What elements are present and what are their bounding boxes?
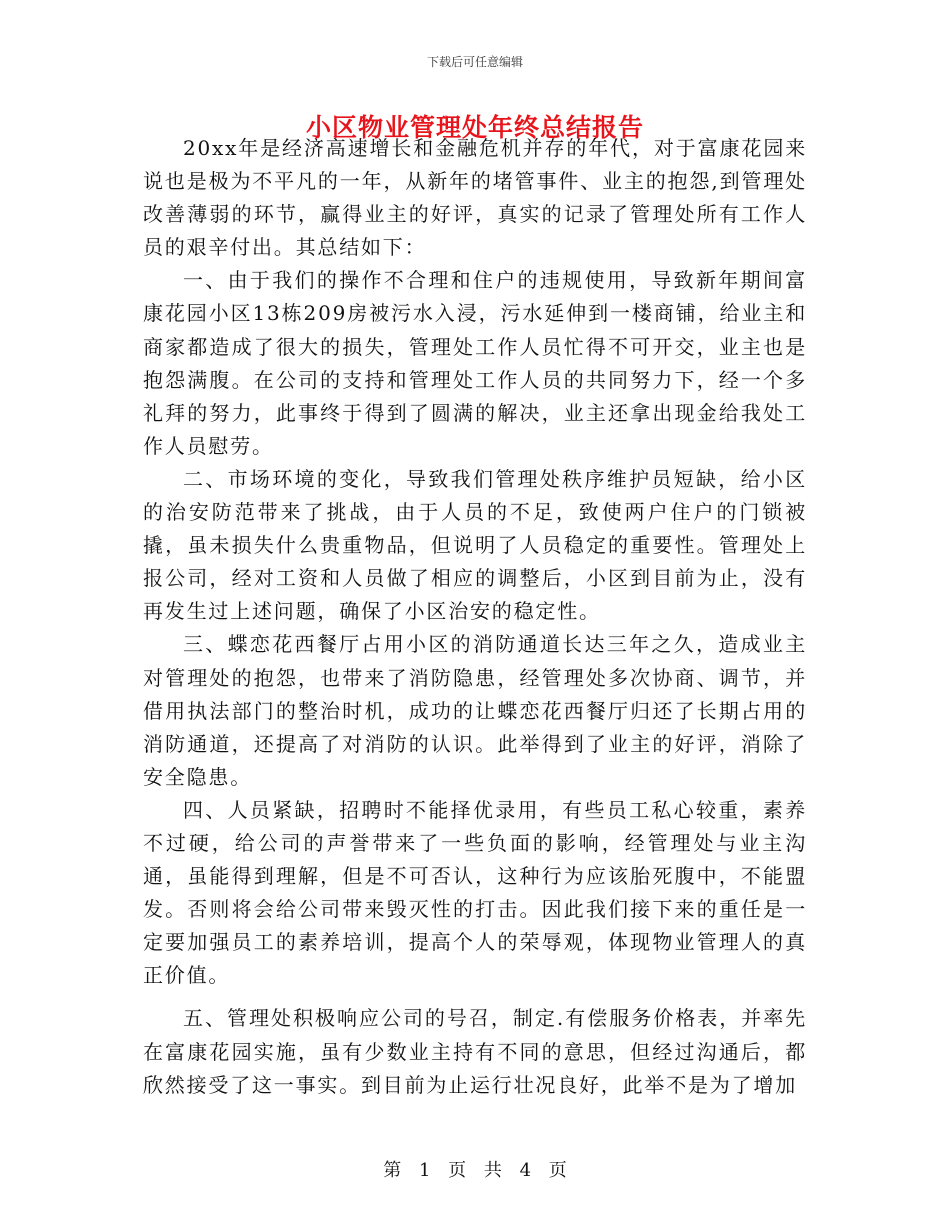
page-label-prefix: 第 [383, 1160, 402, 1181]
page-label-mid-2: 共 [483, 1160, 502, 1181]
paragraph-item-2: 二、市场环境的变化，导致我们管理处秩序维护员短缺，给小区的治安防范带来了挑战，由于人员的不足，致使两户住户的门锁被撬，虽未损失什么贵重物品，但说明了人员稳定的重要性。管理处上报公司，经对工资和人员做了相应的调整后，小区到目前为止，没有再发生过上述问题，确保了小区治安的稳定性。 [143, 466, 807, 624]
page-footer [0, 1156, 950, 1182]
page-label-mid-1: 页 [448, 1160, 467, 1181]
paragraph-item-3: 三、蝶恋花西餐厅占用小区的消防通道长达三年之久，造成业主对管理处的抱怨，也带来了消防隐患，经管理处多次协商、调节，并借用执法部门的整治时机，成功的让蝶恋花西餐厅归还了长期占用的消防通道，还提高了对消防的认识。此举得到了业主的好评，消除了安全隐患。 [143, 632, 807, 789]
page-current: 1 [418, 1160, 431, 1181]
page-total: 4 [519, 1160, 532, 1181]
page-label-suffix: 页 [548, 1160, 567, 1181]
paragraph-intro: 20xx年是经济高速增长和金融危机并存的年代，对于富康花园来说也是极为不平凡的一年，从新年的堵管事件、业主的抱怨,到管理处改善薄弱的环节，赢得业主的好评，真实的记录了管理处所有工作人员的艰辛付出。其总结如下： [143, 136, 807, 260]
document-title: 小区物业管理处年终总结报告 [305, 113, 644, 142]
document-body [143, 132, 807, 1102]
paragraph-item-1: 一、由于我们的操作不合理和住户的违规使用，导致新年期间富康花园小区13栋209房被污水入浸，污水延伸到一楼商铺，给业主和商家都造成了很大的损失，管理处工作人员忙得不可开交，业主也是抱怨满腹。在公司的支持和管理处工作人员的共同努力下，经一个多礼拜的努力，此事终于得到了圆满的解决，业主还拿出现金给我处工作人员慰劳。 [143, 268, 807, 458]
paragraph-item-4: 四、人员紧缺，招聘时不能择优录用，有些员工私心较重，素养不过硬，给公司的声誉带来了一些负面的影响，经管理处与业主沟通，虽能得到理解，但是不可否认，这种行为应该胎死腹中，不能盟发。否则将会给公司带来毁灭性的打击。因此我们接下来的重任是一定要加强员工的素养培训，提高个人的荣辱观，体现物业管理人的真正价值。 [143, 797, 807, 988]
paragraph-item-5: 五、管理处积极响应公司的号召，制定.有偿服务价格表，并率先在富康花园实施，虽有少数业主持有不同的意思，但经过沟通后，都欣然接受了这一事实。到目前为止运行壮况良好，此举不是为了增加 [143, 1006, 807, 1097]
header-note: 下载后可任意编辑 [426, 55, 523, 69]
